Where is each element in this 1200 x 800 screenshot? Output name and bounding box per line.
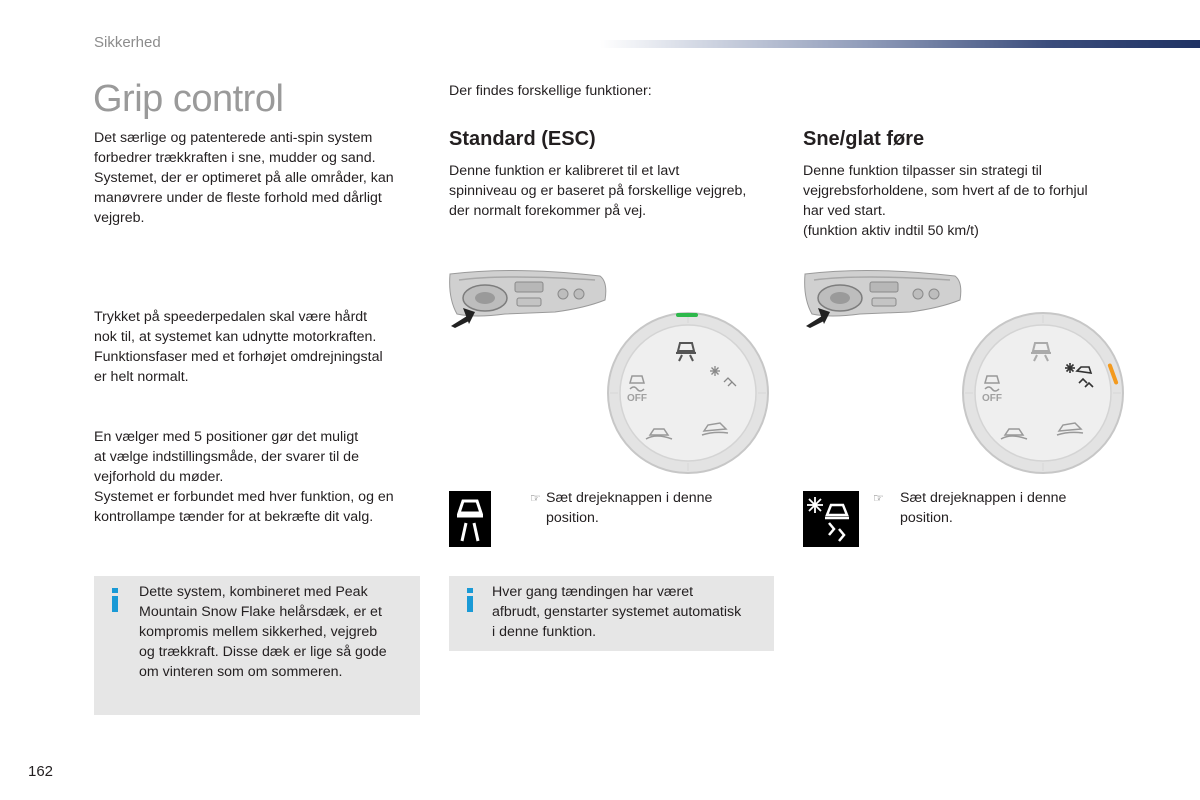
standard-description [449, 161, 779, 221]
dashboard-illustration [800, 268, 965, 330]
text-line: Denne funktion tilpasser sin strategi til [803, 163, 1042, 179]
section-label: Sikkerhed [94, 34, 161, 51]
mode-dial-standard [606, 311, 770, 475]
pointing-hand-icon: ☞ [873, 491, 884, 505]
text-line: Dette system, kombineret med Peak [139, 584, 368, 600]
text-line: En vælger med 5 positioner gør det muligt [94, 429, 359, 445]
info-text [492, 582, 772, 642]
svg-text:OFF: OFF [982, 393, 1002, 404]
text-line: vejforhold du møder. [94, 469, 224, 485]
text-line: forbedrer trækkraften i sne, mudder og sand. [94, 150, 376, 166]
text-line: vejgrebsforholdene, som hvert af de to forhjul [803, 183, 1088, 199]
text-line: har ved start. [803, 203, 886, 219]
info-text [139, 582, 419, 682]
standard-instruction [546, 488, 766, 528]
header-bar [600, 40, 1200, 48]
text-line: Systemet, der er optimeret på alle områder, kan [94, 170, 394, 186]
mode-dial-snow [961, 311, 1125, 475]
intro-paragraph [94, 128, 434, 228]
selector-paragraph [94, 427, 434, 527]
functions-intro: Der findes forskellige funktioner: [449, 83, 652, 99]
text-line: at vælge indstillingsmåde, der svarer til de [94, 449, 359, 465]
text-line: kompromis mellem sikkerhed, vejgreb [139, 624, 378, 640]
standard-indicator-icon [449, 491, 491, 547]
text-line: Sæt drejeknappen i denne [546, 490, 713, 506]
pointing-hand-icon: ☞ [530, 491, 541, 505]
text-line: Hver gang tændingen har været [492, 584, 694, 600]
text-line: kontrollampe tænder for at bekræfte dit valg. [94, 509, 374, 525]
text-line: position. [546, 510, 599, 526]
snow-heading: Sne/glat føre [803, 128, 925, 150]
text-line: i denne funktion. [492, 624, 597, 640]
info-icon [467, 588, 473, 610]
info-icon [112, 588, 118, 610]
pedal-paragraph [94, 307, 434, 387]
text-line: Det særlige og patenterede anti-spin system [94, 130, 373, 146]
text-line: vejgreb. [94, 210, 145, 226]
info-box-tyres [94, 576, 420, 715]
svg-text:OFF: OFF [627, 393, 647, 404]
text-line: om vinteren som om sommeren. [139, 664, 343, 680]
dashboard-illustration [445, 268, 610, 330]
text-line: Systemet er forbundet med hver funktion, og en [94, 489, 394, 505]
text-line: Trykket på speederpedalen skal være hårdt [94, 309, 368, 325]
snow-indicator-icon [803, 491, 859, 547]
info-box-ignition [449, 576, 774, 651]
text-line: Mountain Snow Flake helårsdæk, er et [139, 604, 382, 620]
text-line: Funktionsfaser med et forhøjet omdrejningstal [94, 349, 383, 365]
text-line: position. [900, 510, 953, 526]
snow-description [803, 161, 1133, 241]
text-line: Sæt drejeknappen i denne [900, 490, 1067, 506]
text-line: afbrudt, genstarter systemet automatisk [492, 604, 742, 620]
text-line: er helt normalt. [94, 369, 189, 385]
text-line: (funktion aktiv indtil 50 km/t) [803, 223, 979, 239]
snow-instruction [900, 488, 1120, 528]
standard-heading: Standard (ESC) [449, 128, 596, 150]
text-line: manøvrere under de fleste forhold med dårligt [94, 190, 382, 206]
page-title: Grip control [93, 78, 284, 120]
text-line: der normalt forekommer på vej. [449, 203, 647, 219]
text-line: Denne funktion er kalibreret til et lavt [449, 163, 680, 179]
text-line: og trækkraft. Disse dæk er lige så gode [139, 644, 387, 660]
text-line: spinniveau og er baseret på forskellige vejgreb, [449, 183, 747, 199]
text-line: nok til, at systemet kan udnytte motorkraften. [94, 329, 377, 345]
page-number: 162 [28, 763, 54, 780]
